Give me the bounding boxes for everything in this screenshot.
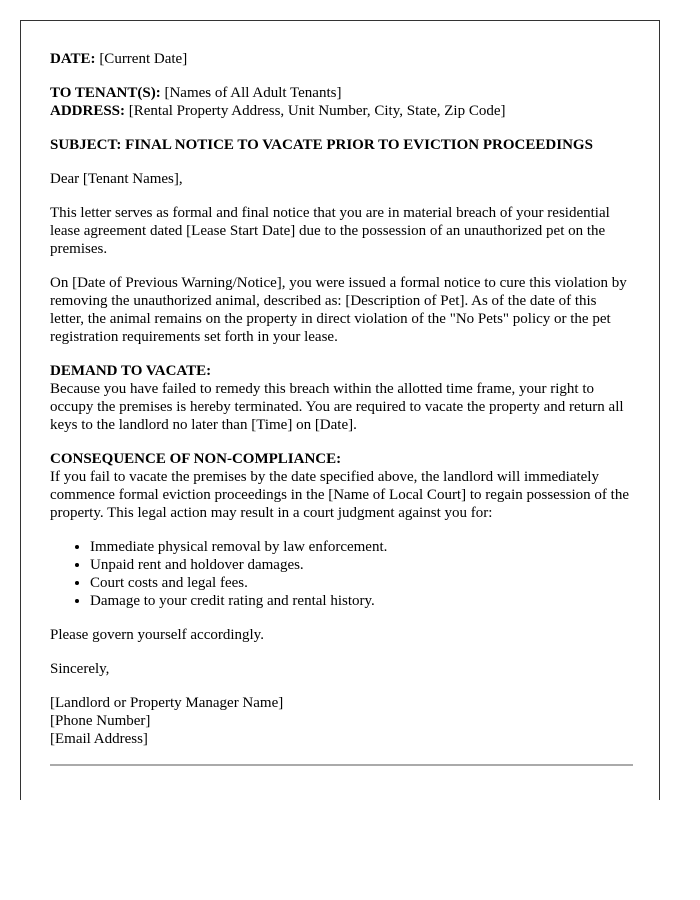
list-item: • Unpaid rent and holdover damages. xyxy=(90,556,633,574)
footer-divider xyxy=(50,764,633,766)
letter-content xyxy=(50,50,633,766)
subject-text: SUBJECT: FINAL NOTICE TO VACATE PRIOR TO EVICTION PROCEEDINGS xyxy=(50,137,593,153)
consequence-body: If you fail to vacate the premises by the date specified above, the landlord will immediately commence formal eviction proceedings in the [Name of Local Court] to regain possession of the property. This legal action may result in a court judgment against you for: xyxy=(50,469,629,521)
paragraph-prior-notice: On [Date of Previous Warning/Notice], you were issued a formal notice to cure this violation by removing the unauthorized animal, described as: [Description of Pet]. As of the date of this letter, the animal remains on the property in direct violation of the "No Pets" policy or the pet registration requirements set forth in your lease. xyxy=(50,275,627,345)
demand-section xyxy=(50,362,633,434)
signature-phone: [Phone Number] xyxy=(50,713,151,729)
demand-heading: DEMAND TO VACATE: xyxy=(50,363,212,379)
address-value: [Rental Property Address, Unit Number, City, State, Zip Code] xyxy=(128,103,506,119)
tenant-label: TO TENANT(S): xyxy=(50,85,161,101)
demand-body: Because you have failed to remedy this breach within the allotted time frame, your right to occupy the premises is hereby terminated. You are required to vacate the property and return all keys to the landlord no later than [Time] on [Date]. xyxy=(50,381,624,433)
paragraph-breach: This letter serves as formal and final notice that you are in material breach of your residential lease agreement dated [Lease Start Date] due to the possession of an unauthorized pet on the premises. xyxy=(50,205,610,257)
closing-line: Please govern yourself accordingly. xyxy=(50,627,264,643)
signature-name: [Landlord or Property Manager Name] xyxy=(50,695,284,711)
signature-email: [Email Address] xyxy=(50,731,148,747)
list-item: • Court costs and legal fees. xyxy=(90,574,633,592)
consequence-list xyxy=(50,538,633,610)
address-label: ADDRESS: xyxy=(50,103,126,119)
consequence-heading: CONSEQUENCE OF NON-COMPLIANCE: xyxy=(50,451,342,467)
recipient-block xyxy=(50,84,633,120)
subject-line xyxy=(50,136,633,154)
date-label: DATE: xyxy=(50,51,96,67)
list-item: • Damage to your credit rating and rental history. xyxy=(90,592,633,610)
salutation: Dear [Tenant Names], xyxy=(50,171,183,187)
tenant-value: [Names of All Adult Tenants] xyxy=(164,85,342,101)
letter-page xyxy=(20,20,660,800)
list-item: • Immediate physical removal by law enforcement. xyxy=(90,538,633,556)
signature-block xyxy=(50,694,633,748)
date-line xyxy=(50,50,633,68)
signoff: Sincerely, xyxy=(50,661,110,677)
consequence-section xyxy=(50,450,633,522)
date-value: [Current Date] xyxy=(99,51,188,67)
